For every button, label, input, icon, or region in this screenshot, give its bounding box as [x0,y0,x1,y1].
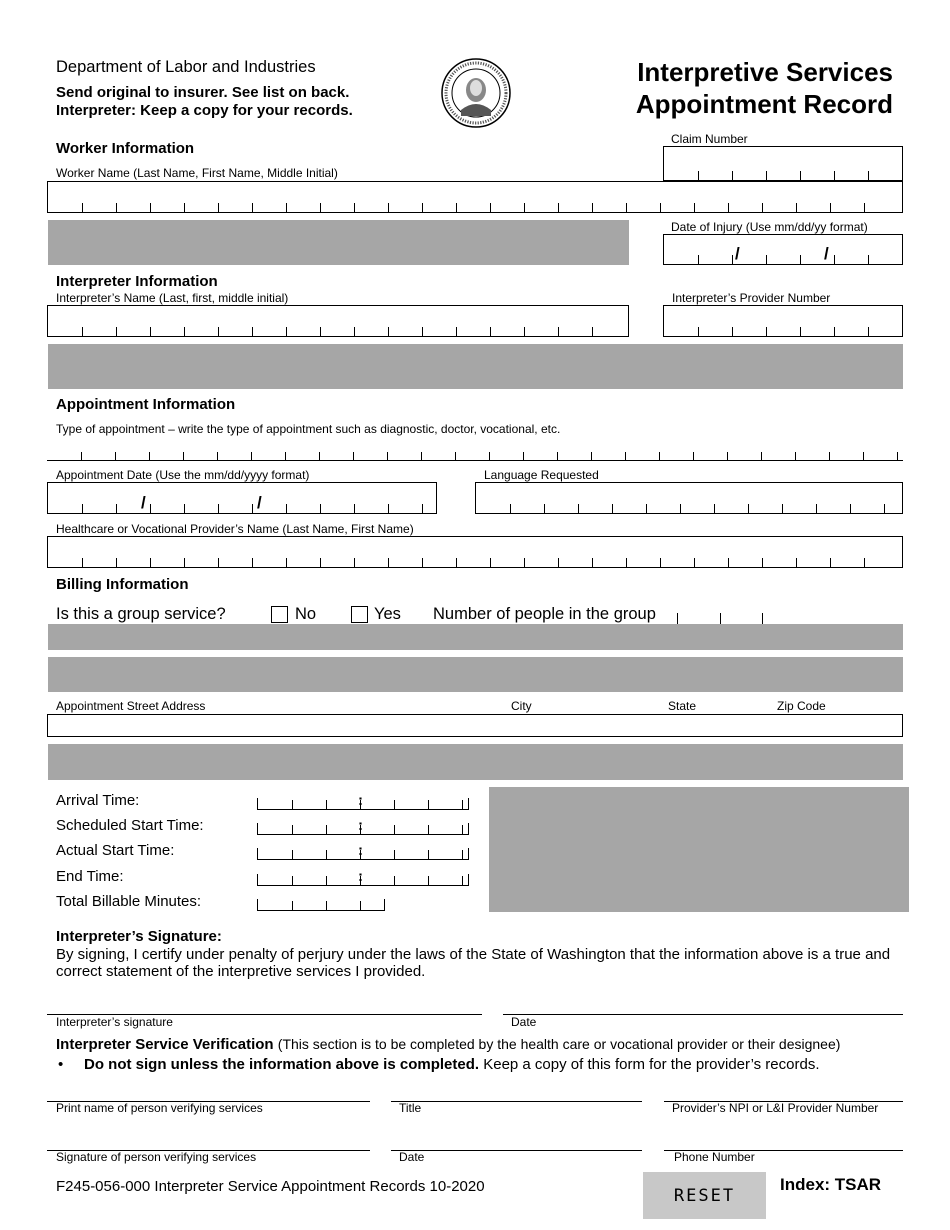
form-title [605,56,893,120]
comb-tick [462,876,463,885]
comb-tick [320,327,321,336]
comb-tick [462,850,463,859]
comb-tick [116,504,117,513]
form-title-line2: Appointment Record [635,89,893,119]
comb-tick [218,558,219,567]
actual-start-label: Actual Start Time: [56,842,175,859]
comb-tick [218,327,219,336]
interpreter-provider-ticks [664,326,902,336]
comb-tick [800,327,801,336]
end-time-label: End Time: [56,868,124,885]
street-address-label: Appointment Street Address [56,699,206,713]
comb-tick [626,203,627,212]
state-label: State [668,699,697,713]
form-id: F245-056-000 Interpreter Service Appointment Records 10-2020 [56,1178,485,1195]
comb-tick [354,504,355,513]
verifier-signature-label: Signature of person verifying services [56,1150,257,1164]
comb-tick [326,850,327,859]
interpreter-name-label: Interpreter’s Name (Last, first, middle initial) [56,291,289,305]
comb-tick [868,327,869,336]
verifier-date-line[interactable] [391,1150,642,1151]
appointment-section-heading: Appointment Information [56,396,236,413]
comb-tick [766,255,767,264]
verification-bullet [84,1056,820,1073]
comb-tick [761,452,762,461]
worker-name-label: Worker Name (Last Name, First Name, Middle Initial) [56,166,338,180]
language-field[interactable] [475,482,903,514]
group-count-divider [720,613,721,624]
end-time-ticks [258,875,468,885]
comb-tick [428,876,429,885]
injury-date-label: Date of Injury (Use mm/dd/yy format) [671,220,868,234]
comb-tick [252,558,253,567]
comb-tick [646,504,647,513]
comb-tick [183,452,184,461]
comb-tick [354,558,355,567]
comb-tick [82,504,83,513]
comb-tick [659,452,660,461]
arrival-time-colon: : [358,792,363,809]
total-minutes-field[interactable] [257,899,385,911]
address-field[interactable] [47,714,903,737]
comb-tick [728,203,729,212]
comb-tick [660,558,661,567]
provider-name-ticks [48,557,902,567]
comb-tick [394,850,395,859]
comb-tick [762,203,763,212]
npi-label: Provider’s NPI or L&I Provider Number [672,1101,879,1115]
comb-tick [326,825,327,834]
signature-heading: Interpreter’s Signature: [56,928,222,945]
comb-tick [796,203,797,212]
total-minutes-label: Total Billable Minutes: [56,893,202,910]
reset-button[interactable]: RESET [643,1172,766,1219]
comb-tick [149,452,150,461]
comb-tick [829,452,830,461]
comb-tick [694,203,695,212]
city-label: City [511,699,532,713]
comb-tick [115,452,116,461]
comb-tick [490,558,491,567]
comb-tick [592,203,593,212]
comb-tick [394,800,395,809]
injury-date-slash-1: / [735,244,740,263]
scheduled-start-ticks [258,824,468,834]
comb-tick [558,327,559,336]
comb-tick [292,800,293,809]
comb-tick [456,327,457,336]
comb-tick [82,558,83,567]
comb-tick [490,327,491,336]
comb-tick [897,452,898,461]
comb-tick [388,327,389,336]
comb-tick [292,850,293,859]
worker-name-ticks [48,202,902,212]
comb-tick [422,504,423,513]
comb-tick [800,171,801,180]
provider-name-field[interactable] [47,536,903,568]
comb-tick [354,203,355,212]
appointment-date-slash-2: / [257,493,262,512]
billing-gray-panel-1 [48,624,903,650]
worker-gray-panel [48,220,629,265]
comb-tick [184,504,185,513]
group-no-checkbox[interactable] [271,606,288,623]
title-label: Title [399,1101,422,1115]
comb-tick [184,327,185,336]
appointment-date-slash-1: / [141,493,146,512]
comb-tick [116,327,117,336]
appointment-type-ticks [47,439,903,461]
comb-tick [830,558,831,567]
comb-tick [558,558,559,567]
comb-tick [218,203,219,212]
comb-tick [680,504,681,513]
comb-tick [884,504,885,513]
comb-tick [150,327,151,336]
interpreter-name-ticks [48,326,628,336]
state-seal-icon [441,58,511,128]
comb-tick [834,255,835,264]
comb-tick [762,558,763,567]
signature-statement: By signing, I certify under penalty of perjury under the laws of the State of Washington that the information above is a true and correct statement of the interpretive services I provided. [56,946,891,980]
comb-tick [292,876,293,885]
comb-tick [462,825,463,834]
verification-bullet-rest: Keep a copy of this form for the provider’s records. [483,1056,820,1073]
comb-tick [782,504,783,513]
group-count-label: Number of people in the group [433,605,656,623]
interpreter-provider-label: Interpreter’s Provider Number [672,291,831,305]
comb-tick [523,452,524,461]
comb-tick [698,327,699,336]
billing-gray-panel-2 [48,657,903,692]
comb-tick [558,203,559,212]
comb-tick [834,327,835,336]
comb-tick [863,452,864,461]
form-index: Index: TSAR [780,1175,882,1194]
end-time-colon: : [358,868,363,885]
comb-tick [727,452,728,461]
comb-tick [428,825,429,834]
verification-heading: Interpreter Service Verification [56,1036,274,1053]
comb-tick [834,171,835,180]
interpreter-section-heading: Interpreter Information [56,273,218,290]
comb-tick [592,558,593,567]
group-service-question: Is this a group service? [56,605,226,623]
comb-tick [184,558,185,567]
comb-tick [252,203,253,212]
appointment-date-field[interactable] [47,482,437,514]
comb-tick [524,327,525,336]
comb-tick [830,203,831,212]
comb-tick [864,203,865,212]
instruction-send-original: Send original to insurer. See list on back. [56,84,350,101]
claim-number-label: Claim Number [671,132,748,146]
comb-tick [422,327,423,336]
interpreter-date-label: Date [511,1015,537,1029]
interpreter-provider-field[interactable] [663,305,903,337]
comb-tick [428,800,429,809]
comb-tick [592,327,593,336]
comb-tick [693,452,694,461]
comb-tick [326,901,327,910]
comb-tick [462,800,463,809]
comb-tick [732,255,733,264]
verification-heading-row [56,1036,840,1053]
verification-bullet-bold: Do not sign unless the information above is completed. [84,1056,480,1073]
worker-section-heading: Worker Information [56,140,195,157]
interpreter-name-field[interactable] [47,305,629,337]
comb-tick [612,504,613,513]
comb-tick [251,452,252,461]
comb-tick [732,327,733,336]
comb-tick [252,327,253,336]
comb-tick [394,876,395,885]
comb-tick [218,504,219,513]
instruction-keep-copy: Interpreter: Keep a copy for your records. [56,102,353,119]
comb-tick [422,558,423,567]
comb-tick [360,901,361,910]
injury-date-field[interactable] [663,234,903,265]
comb-tick [490,203,491,212]
actual-start-colon: : [358,842,363,859]
department-name: Department of Labor and Industries [56,58,316,76]
interpreter-gray-panel [48,344,903,389]
claim-number-ticks [664,170,902,180]
comb-tick [544,504,545,513]
comb-tick [354,327,355,336]
comb-tick [184,203,185,212]
end-time-field[interactable] [257,874,469,886]
comb-tick [387,452,388,461]
comb-tick [455,452,456,461]
language-ticks [476,503,902,513]
form-title-line1: Interpretive Services [637,57,893,87]
scheduled-start-colon: : [358,817,363,834]
times-gray-panel [489,787,909,912]
comb-tick [557,452,558,461]
appointment-type-field[interactable] [47,460,903,461]
comb-tick [766,171,767,180]
comb-tick [388,203,389,212]
language-label: Language Requested [484,468,599,482]
verifier-date-label: Date [399,1150,425,1164]
comb-tick [81,452,82,461]
arrival-time-ticks [258,799,468,809]
comb-tick [732,171,733,180]
group-yes-label: Yes [374,605,401,623]
interpreter-date-line[interactable] [503,1014,903,1015]
scheduled-start-label: Scheduled Start Time: [56,817,204,834]
arrival-time-field[interactable] [257,798,469,810]
comb-tick [698,171,699,180]
comb-tick [422,203,423,212]
comb-tick [428,850,429,859]
comb-tick [150,203,151,212]
comb-tick [326,800,327,809]
comb-tick [116,558,117,567]
comb-tick [292,825,293,834]
injury-date-slash-2: / [824,244,829,263]
comb-tick [82,203,83,212]
comb-tick [286,504,287,513]
comb-tick [456,558,457,567]
verification-heading-note: (This section is to be completed by the health care or vocational provider or their designee) [277,1036,841,1052]
comb-tick [698,255,699,264]
verification-bullet-dot: • [58,1056,64,1073]
comb-tick [285,452,286,461]
comb-tick [625,452,626,461]
comb-tick [660,203,661,212]
comb-tick [795,452,796,461]
comb-tick [320,558,321,567]
comb-tick [850,504,851,513]
interpreter-signature-label: Interpreter’s signature [56,1015,173,1029]
comb-tick [868,255,869,264]
comb-tick [394,825,395,834]
actual-start-field[interactable] [257,848,469,860]
comb-tick [626,558,627,567]
claim-number-field[interactable] [663,146,903,181]
title-line[interactable] [391,1101,642,1102]
comb-tick [864,558,865,567]
injury-date-ticks [664,254,902,264]
comb-tick [510,504,511,513]
billing-section-heading: Billing Information [56,576,189,593]
comb-tick [353,452,354,461]
comb-tick [286,558,287,567]
comb-tick [252,504,253,513]
scheduled-start-field[interactable] [257,823,469,835]
group-yes-checkbox[interactable] [351,606,368,623]
comb-tick [728,558,729,567]
comb-tick [286,327,287,336]
comb-tick [489,452,490,461]
provider-name-label: Healthcare or Vocational Provider’s Name (Last Name, First Name) [56,522,414,536]
comb-tick [217,452,218,461]
comb-tick [320,504,321,513]
worker-name-field[interactable] [47,181,903,213]
comb-tick [388,504,389,513]
address-gray-panel [48,744,903,780]
total-minutes-ticks [258,900,384,910]
arrival-time-label: Arrival Time: [56,792,140,809]
comb-tick [591,452,592,461]
comb-tick [766,327,767,336]
comb-tick [388,558,389,567]
comb-tick [319,452,320,461]
comb-tick [796,558,797,567]
print-name-label: Print name of person verifying services [56,1101,263,1115]
comb-tick [456,203,457,212]
comb-tick [524,558,525,567]
comb-tick [816,504,817,513]
comb-tick [578,504,579,513]
comb-tick [326,876,327,885]
comb-tick [800,255,801,264]
comb-tick [286,203,287,212]
phone-label: Phone Number [674,1150,755,1164]
comb-tick [694,558,695,567]
comb-tick [868,171,869,180]
comb-tick [714,504,715,513]
appointment-date-ticks [48,503,436,513]
comb-tick [150,558,151,567]
actual-start-ticks [258,849,468,859]
appointment-type-label: Type of appointment – write the type of appointment such as diagnostic, doctor, vocational, etc. [56,422,561,436]
comb-tick [116,203,117,212]
comb-tick [82,327,83,336]
comb-tick [748,504,749,513]
comb-tick [421,452,422,461]
group-no-label: No [295,605,317,623]
comb-tick [150,504,151,513]
appointment-date-label: Appointment Date (Use the mm/dd/yyyy format) [56,468,310,482]
comb-tick [524,203,525,212]
comb-tick [320,203,321,212]
zip-label: Zip Code [777,699,826,713]
comb-tick [292,901,293,910]
